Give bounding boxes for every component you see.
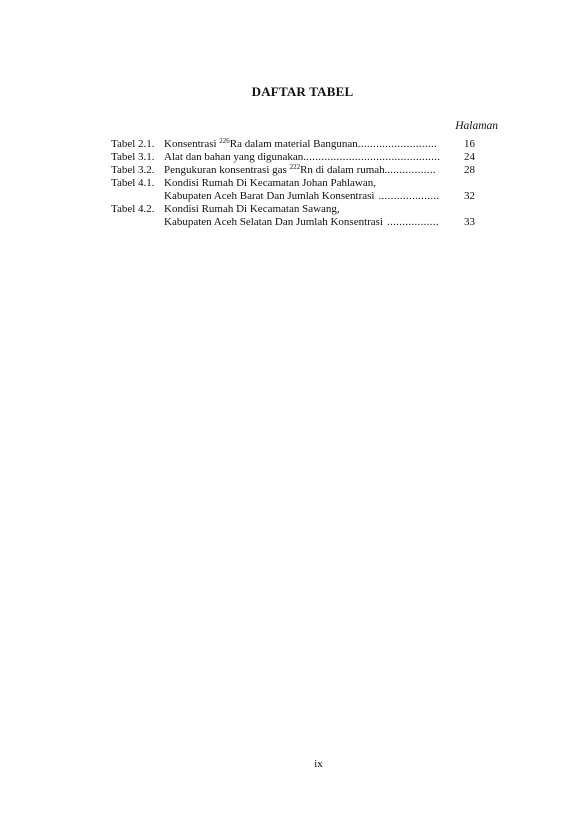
table-of-tables [111,138,486,229]
toc-entry[interactable] [111,177,486,190]
table-caption-line-1: Kondisi Rumah Di Kecamatan Johan Pahlawan, [164,177,377,189]
dot-leader: .................... [378,190,440,202]
page-number: 24 [464,151,475,163]
dot-leader: ............................................ [306,151,441,163]
page-number: 32 [464,190,475,202]
table-caption-line-1: Kondisi Rumah Di Kecamatan Sawang, [164,203,340,215]
table-number: Tabel 4.2. [111,203,155,215]
toc-entry-continuation[interactable] [111,216,486,229]
isotope-superscript: 226 [219,137,230,145]
table-number: Tabel 3.2. [111,164,155,176]
page-column-label: Halaman [455,120,498,132]
table-caption: Alat dan bahan yang digunakan. [164,151,307,163]
table-number: Tabel 3.1. [111,151,155,163]
dot-leader: ................. [387,216,439,228]
footer-page-number: ix [314,758,323,770]
page-number: 33 [464,216,475,228]
dot-leader: ............... [390,164,436,176]
table-caption-line-2: Kabupaten Aceh Selatan Dan Jumlah Konsentrasi [164,216,384,228]
isotope-superscript: 222 [289,163,301,171]
toc-entry[interactable] [111,164,486,177]
toc-entry[interactable] [111,138,486,151]
page-number: 28 [464,164,475,176]
page-title: DAFTAR TABEL [251,84,354,99]
page-number: 16 [464,138,475,150]
table-caption-line-2: Kabupaten Aceh Barat Dan Jumlah Konsentrasi [164,190,375,202]
table-caption: Konsentrasi $^{226}$Ra dalam material Bangunan [164,137,358,150]
toc-entry-continuation[interactable] [111,190,486,203]
dot-leader: .......................... [357,138,438,150]
toc-entry[interactable] [111,203,486,216]
table-number: Tabel 2.1. [111,138,155,150]
table-caption: Pengukuran konsentrasi gas $^{222}$Rn di dalam rumah.. [164,163,391,176]
table-number: Tabel 4.1. [111,177,155,189]
